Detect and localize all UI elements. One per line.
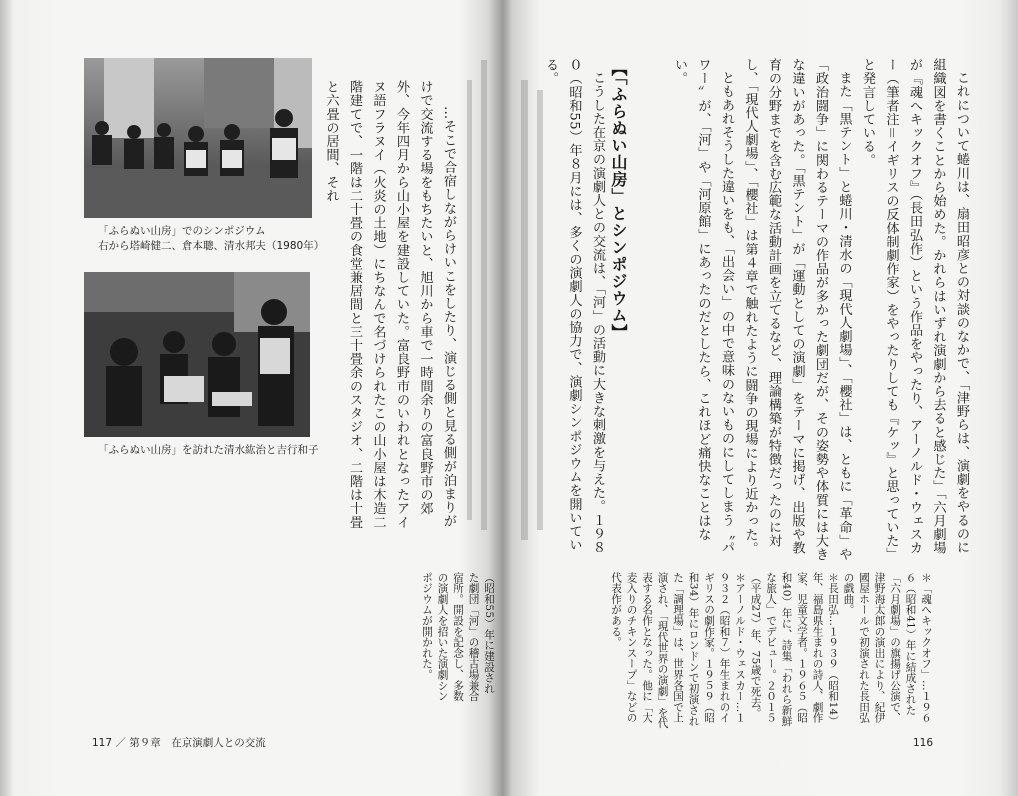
left-page <box>0 0 503 796</box>
photo-symposium <box>84 58 312 218</box>
footnote: ＊長田弘…１９３９（昭和14）年、福島県生まれの詩人、劇作家、児童文学者。１９６５（昭和40）年に、詩集「われら新鮮な旅人」でデビュー。２０１５（平成27）年、75歳で死去。 <box>749 572 839 727</box>
photo-visit <box>84 272 310 437</box>
footnote: ＊アーノルド・ウェスカー…１９３２（昭和７）年生まれのイギリスの劇作家。１９５９（昭和34）年にロンドンで初演された「調理場」は、世界各国で上演され、「現代世界の演劇」を代表する名作となった。他に「大麦入りのチキンスープ」などの代表作がある。 <box>610 572 746 729</box>
section-body-text <box>543 58 609 563</box>
body-paragraph <box>668 58 739 563</box>
right-page <box>503 0 1018 796</box>
body-paragraph: …そこで合宿しながらけいこをしたり、演じる側と見る側が泊まりがけで交流する場をもちたいと、旭川から車で一時間余りの富良野市の郊外、今年四月から山小屋を建設していた。富良野市のいわれとなったアイヌ語フラヌイ（火炎の土地）にちなんで名づけられたこの山小屋は木造二階建てで、一階は二十畳の食堂兼居間と三十畳余のスタジオ、二階は十畳と六畳の居間、それ <box>323 80 456 529</box>
body-paragraph <box>738 58 856 563</box>
right-footnotes <box>610 572 933 732</box>
bleed-through <box>455 60 495 540</box>
caption-line: 右から塔崎健二、倉本聰、清水邦夫（1980年） <box>98 240 325 252</box>
photo-visit-image <box>84 272 310 437</box>
caption-line: 「ふらぬい山房」でのシンポジウム <box>98 225 266 237</box>
section-heading: 【「ふらぬい山房」とシンポジウム】 <box>609 60 628 341</box>
left-footer <box>92 735 266 750</box>
body-paragraph <box>856 58 974 563</box>
paragraph-text: また「黒テント」と蜷川・清水の「現代人劇場」、「櫻社」は、ともに「革命」や「政治闘争」に関わるテーマの作品が多かった劇団だが、その姿勢や体質には大きな違いがあった。「黒テント」が「運動としての演劇」をテーマに掲げ、出版や教育の分野までを含む広範な活動計画を立てるなど、理論構築が特徴だったのに対し、「現代人劇場」、「櫻社」は第４章で触れたように闘争の現場により近かった。 <box>742 58 852 562</box>
photo-symposium-image <box>84 58 312 218</box>
right-body-text <box>643 58 973 563</box>
photo-visit-caption <box>98 443 319 458</box>
page-number: 116 <box>913 737 934 749</box>
bleed-through-marks <box>455 60 495 540</box>
paragraph-text: これについて蜷川は、扇田昭彦との対談のなかで、「津野らは、演劇をやるのに組織図を書くことから始めた。かれらはいずれ演劇から去ると感じた」「六月劇場が『魂へキックオフ』（長田弘作）という作品をやったり、アーノルド・ウェスカー（筆者注＝イギリスの反体制劇作家）をやったりしても『ケッ』と思っていた」と発言している。 <box>860 58 969 562</box>
photo-symposium-caption <box>98 224 324 254</box>
footnote-text: （昭和55）年に建設された劇団「河」の稽古場兼合宿所。開設を記念し、多数の演劇人を招いた演劇シンポジウムが開かれた。 <box>421 572 495 702</box>
caption-line: 「ふらぬい山房」を訪れた清水紘治と吉行和子 <box>98 444 319 456</box>
left-footnote <box>400 572 496 702</box>
right-footer <box>913 737 933 749</box>
footnote: ＊「魂へキックオフ」…１９６６（昭和41）年に結成された「六月劇場」の旗揚げ公演で、津野海太郎の演出により、紀伊國屋ホールで初演された長田弘の戯曲。 <box>842 572 932 724</box>
left-body-text <box>318 80 460 540</box>
section-paragraph: こうした在京の演劇人との交流は、「河」の活動に大きな刺激を与えた。１９８０（昭和55）年８月には、多くの演劇人の協力で、演劇シンポジウムを開いている。 <box>543 58 605 555</box>
chapter-title: 第９章 在京演劇人との交流 <box>129 737 266 749</box>
footer-separator: ／ <box>115 737 126 749</box>
page-number: 117 <box>92 737 113 749</box>
paragraph-text: ともあれそうした違いをも、「出会い」の中で意味のないものにしてしまう〝パワー〟が、「河」や「河原館」にあったのだとしたら、これほど痛快なことはない。 <box>672 58 734 555</box>
